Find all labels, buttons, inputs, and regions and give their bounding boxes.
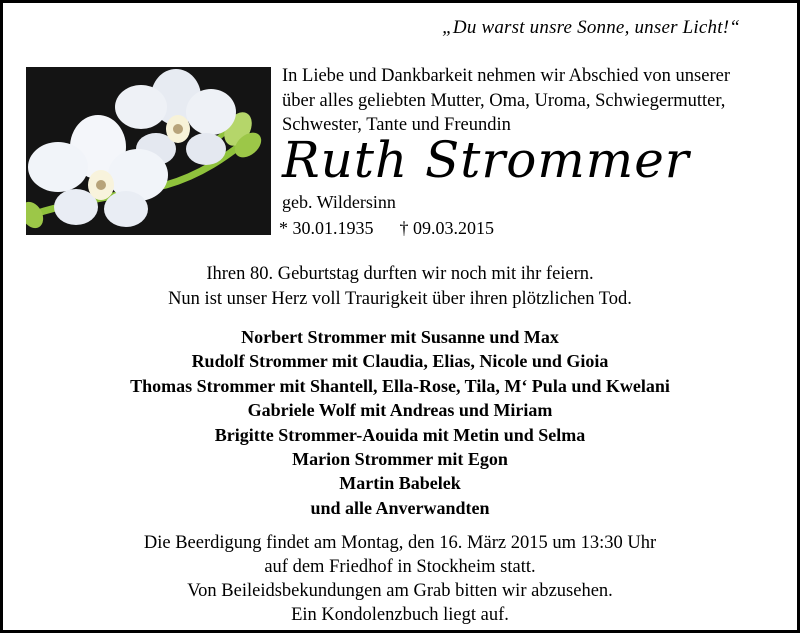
message-text xyxy=(0,262,800,312)
family-line: Martin Babelek xyxy=(339,473,461,494)
birth-date: * 30.01.1935 xyxy=(279,218,374,238)
family-line: Marion Strommer mit Egon xyxy=(292,449,508,470)
orchid-photo xyxy=(26,67,271,235)
family-line: Thomas Strommer mit Shantell, Ella-Rose, Tila, M‘ Pula und Kwelani xyxy=(130,375,670,396)
family-list xyxy=(0,325,800,520)
intro-line: Schwester, Tante und Freundin xyxy=(282,115,511,135)
intro-line: In Liebe und Dankbarkeit nehmen wir Abschied von unserer xyxy=(282,66,730,86)
family-line: Rudolf Strommer mit Claudia, Elias, Nicole und Gioia xyxy=(191,351,609,372)
deceased-name: Ruth Strommer xyxy=(282,131,690,189)
funeral-line: Die Beerdigung findet am Montag, den 16. März 2015 um 13:30 Uhr xyxy=(143,533,657,553)
intro-text xyxy=(282,64,782,138)
funeral-line: Ein Kondolenzbuch liegt auf. xyxy=(291,605,509,625)
family-line: Norbert Strommer mit Susanne und Max xyxy=(241,327,559,347)
funeral-line: Von Beileidsbekundungen am Grab bitten wir abzusehen. xyxy=(187,581,613,601)
message-line: Nun ist unser Herz voll Traurigkeit über ihren plötzlichen Tod. xyxy=(168,289,632,309)
family-line: Brigitte Strommer-Aouida mit Metin und Selma xyxy=(214,424,586,445)
quote: „Du warst unsre Sonne, unser Licht!“ xyxy=(442,17,740,38)
family-line: und alle Anverwandten xyxy=(310,497,490,518)
funeral-line: auf dem Friedhof in Stockheim statt. xyxy=(264,557,536,577)
family-line: Gabriele Wolf mit Andreas und Miriam xyxy=(247,400,553,421)
intro-line: über alles geliebten Mutter, Oma, Uroma, Schwiegermutter, xyxy=(282,90,726,111)
death-date: † 09.03.2015 xyxy=(399,218,494,238)
funeral-info xyxy=(0,531,800,627)
life-dates xyxy=(279,218,494,239)
birth-name: geb. Wildersinn xyxy=(282,192,396,212)
message-line: Ihren 80. Geburtstag durften wir noch mit ihr feiern. xyxy=(206,264,594,284)
